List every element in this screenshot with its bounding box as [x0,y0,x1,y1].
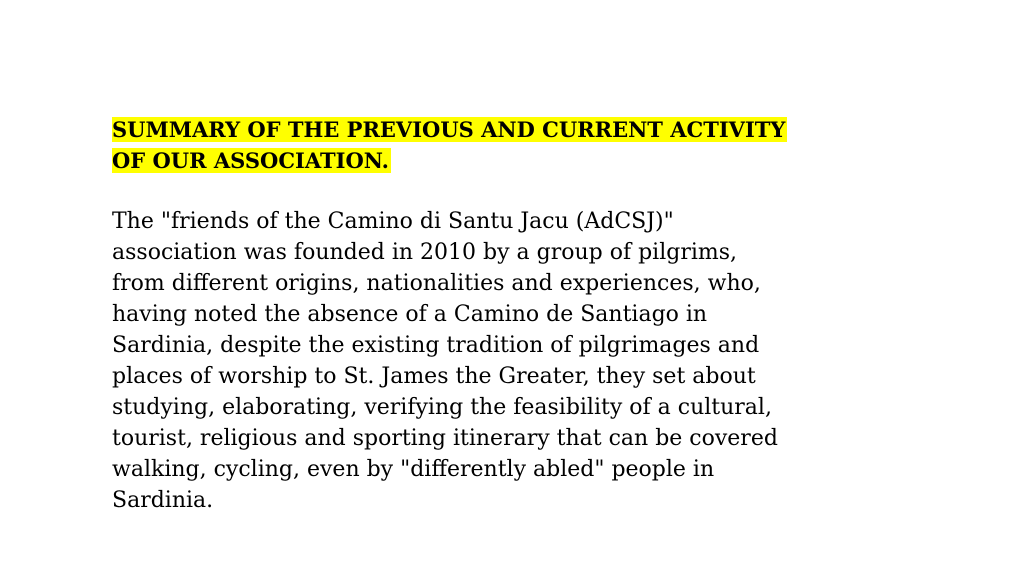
heading-line: SUMMARY OF THE PREVIOUS AND CURRENT ACTIVITY [112,117,786,142]
body-line: places of worship to St. James the Greater, they set about [112,364,756,389]
body-line: having noted the absence of a Camino de Santiago in [112,302,708,327]
body-line: tourist, religious and sporting itinerary that can be covered [112,426,778,451]
body-line: association was founded in 2010 by a group of pilgrims, [112,240,738,265]
heading-line: OF OUR ASSOCIATION. [112,148,389,173]
body-line: The "friends of the Camino di Santu Jacu (AdCSJ)" [112,209,674,234]
body-line: studying, elaborating, verifying the feasibility of a cultural, [112,395,772,420]
slide-body [112,206,902,516]
body-line: walking, cycling, even by "differently abled" people in [112,457,715,482]
body-line: Sardinia, despite the existing tradition of pilgrimages and [112,333,760,358]
body-line: Sardinia. [112,488,214,513]
slide-heading [112,114,872,176]
body-line: from different origins, nationalities and experiences, who, [112,271,761,296]
